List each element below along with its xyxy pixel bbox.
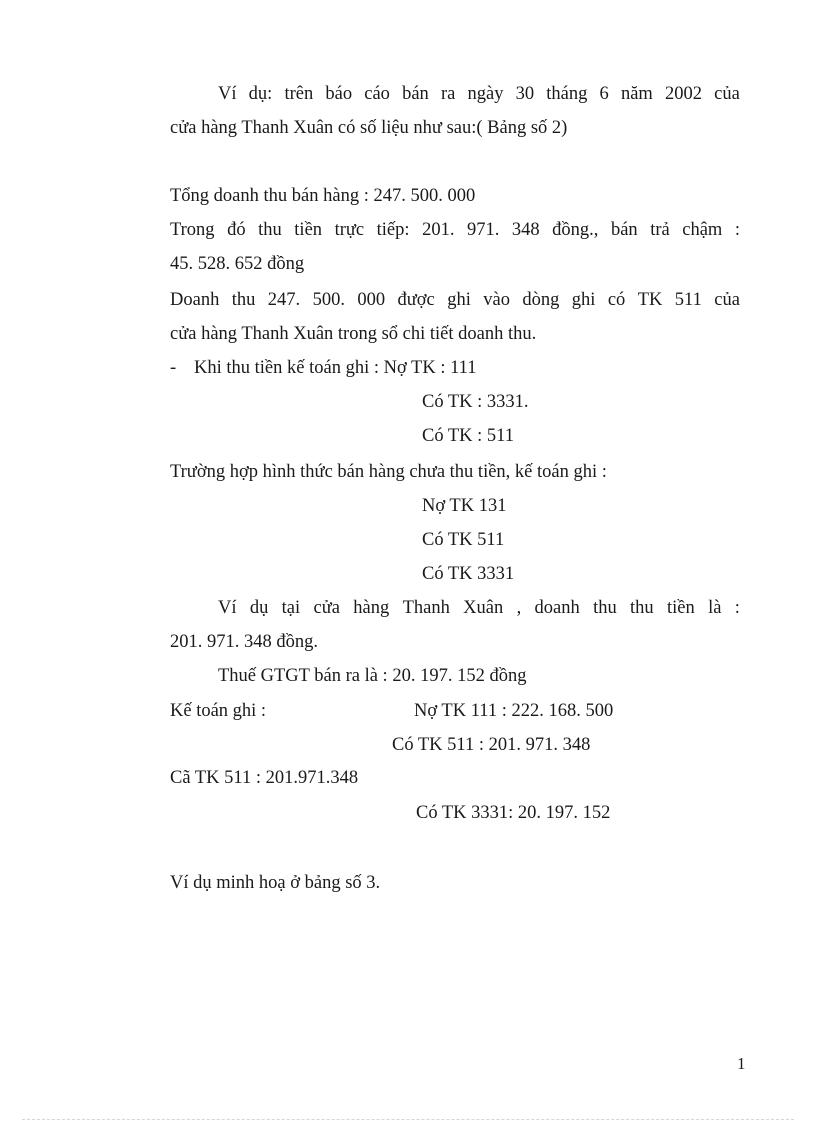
l15-word: : <box>734 598 740 618</box>
l15-word: doanh <box>534 598 580 618</box>
l6-word: của <box>714 290 740 310</box>
l6-word: vào <box>483 290 510 310</box>
l6-word: thu <box>231 290 256 310</box>
l6-word: được <box>397 290 435 310</box>
l1-word: 6 <box>599 84 609 104</box>
l4-word: tiền <box>294 220 323 240</box>
l4-word: : <box>734 220 740 240</box>
l15-word: , <box>516 598 522 618</box>
l4-word: 971. <box>466 220 500 240</box>
l4-word: tiếp: <box>376 220 410 240</box>
credit-sale-credit-3331: Có TK 3331 <box>422 564 515 584</box>
l4-word: 201. <box>422 220 455 240</box>
l4-word: trực <box>334 220 365 240</box>
revenue-record-line-2: cửa hàng Thanh Xuân trong sổ chi tiết doanh thu. <box>170 324 537 344</box>
l1-word: ngày <box>467 84 504 104</box>
example-line-1 <box>218 596 740 620</box>
l15-word: là <box>708 598 722 618</box>
l15-word: Ví <box>218 598 237 618</box>
l4-word: chậm <box>682 220 723 240</box>
l15-word: Thanh <box>402 598 450 618</box>
l6-word: Doanh <box>170 290 220 310</box>
example-line-2: 201. 971. 348 đồng. <box>170 632 318 652</box>
l1-word: 30 <box>515 84 535 104</box>
credit-sale-debit-131: Nợ TK 131 <box>422 496 507 516</box>
credit-sale-heading: Trường hợp hình thức bán hàng chưa thu tiền, kế toán ghi : <box>170 462 607 482</box>
l15-word: Xuân <box>463 598 504 618</box>
l1-word: cáo <box>364 84 390 104</box>
l4-word: Trong <box>170 220 215 240</box>
closing-line: Ví dụ minh hoạ ở bảng số 3. <box>170 873 381 893</box>
journal-label: Kế toán ghi : <box>170 701 267 721</box>
l1-word: Ví <box>218 84 237 104</box>
direct-collection-line <box>170 218 740 242</box>
vat-output-line: Thuế GTGT bán ra là : 20. 197. 152 đồng <box>218 666 527 686</box>
l15-word: tiền <box>667 598 695 618</box>
l6-word: TK <box>637 290 663 310</box>
paragraph-line-2: cửa hàng Thanh Xuân có số liệu như sau:( Bảng số 2) <box>170 118 568 138</box>
bullet-dash: - <box>170 358 177 378</box>
l4-word: thu <box>258 220 282 240</box>
l6-word: dòng <box>522 290 560 310</box>
l4-word: 348 <box>511 220 540 240</box>
deferred-payment-amount: 45. 528. 652 đồng <box>170 254 305 274</box>
journal-credit-3331: Có TK 3331: 20. 197. 152 <box>416 803 611 823</box>
l4-word: bán <box>610 220 638 240</box>
l6-word: ghi <box>571 290 596 310</box>
l6-word: ghi <box>447 290 471 310</box>
l6-word: 500. <box>312 290 345 310</box>
total-revenue-line: Tổng doanh thu bán hàng : 247. 500. 000 <box>170 186 476 206</box>
l6-word: 511 <box>674 290 702 310</box>
l1-word: ra <box>440 84 456 104</box>
credit-sale-credit-511: Có TK 511 <box>422 530 505 550</box>
l1-word: dụ: <box>248 84 273 104</box>
l15-word: hàng <box>353 598 390 618</box>
l15-word: dụ <box>249 598 269 618</box>
l1-word: trên <box>284 84 314 104</box>
page-bottom-border <box>22 1119 794 1120</box>
l15-word: tại <box>281 598 301 618</box>
cash-entry-credit-3331: Có TK : 3331. <box>422 392 529 412</box>
l6-word: 247. <box>267 290 301 310</box>
l4-word: đồng., <box>552 220 599 240</box>
journal-credit-511-alt: Cã TK 511 : 201.971.348 <box>170 768 359 788</box>
l1-word: của <box>714 84 740 104</box>
l4-word: trả <box>650 220 670 240</box>
journal-credit-511: Có TK 511 : 201. 971. 348 <box>392 735 591 755</box>
l1-word: báo <box>325 84 353 104</box>
l4-word: đó <box>227 220 246 240</box>
revenue-record-line <box>170 288 740 312</box>
l15-word: thu <box>593 598 617 618</box>
l1-word: năm <box>620 84 653 104</box>
l1-word: bán <box>402 84 429 104</box>
cash-entry-debit: Khi thu tiền kế toán ghi : Nợ TK : 111 <box>194 358 477 378</box>
l6-word: 000 <box>357 290 386 310</box>
l6-word: có <box>607 290 626 310</box>
journal-debit-111: Nợ TK 111 : 222. 168. 500 <box>414 701 614 721</box>
l1-word: 2002 <box>664 84 702 104</box>
page-number: 1 <box>737 1054 746 1073</box>
l1-word: tháng <box>546 84 588 104</box>
l15-word: cửa <box>313 598 340 618</box>
l15-word: thu <box>630 598 654 618</box>
paragraph-line-1 <box>218 82 740 106</box>
cash-entry-credit-511: Có TK : 511 <box>422 426 514 446</box>
